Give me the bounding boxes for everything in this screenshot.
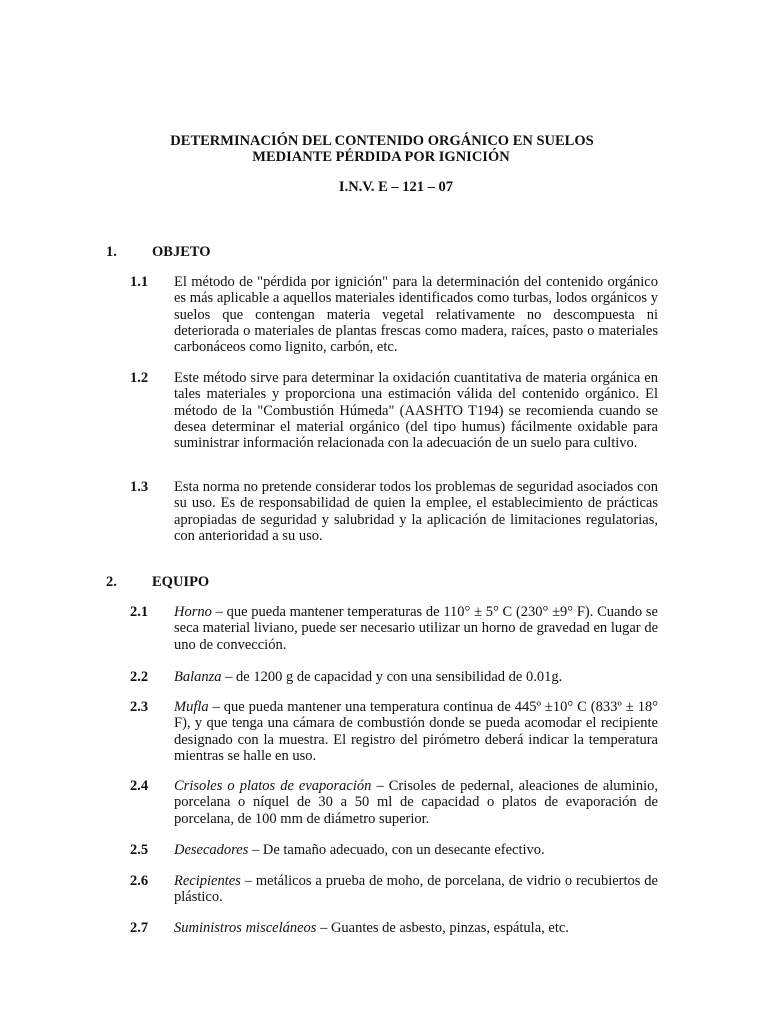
item-number: 2.2 (130, 669, 149, 685)
item-term: Balanza (174, 669, 222, 685)
section-number: 1. (106, 244, 117, 260)
item-term: Crisoles o platos de evaporación (174, 778, 372, 794)
document-title-line-1: DETERMINACIÓN DEL CONTENIDO ORGÁNICO EN SUELOS (170, 133, 594, 149)
item-number: 2.7 (130, 920, 149, 936)
section-number: 2. (106, 574, 117, 590)
item-number: 1.3 (130, 479, 149, 495)
item-text: El método de "pérdida por ignición" para la determinación del contenido orgánico es más aplicable a aquellos materiales identificados como turbas, lodos orgánicos y suelos que contengan materia vegetal relativamente no descompuesta ni deteriorada o materiales de plantas frescas como madera, raíces, pasto o materiales carbonáceos como lignito, carbón, etc. (174, 274, 658, 356)
item-term: Suministros misceláneos (174, 920, 317, 936)
item-text (174, 920, 658, 936)
item-text (174, 873, 658, 906)
item-body: – De tamaño adecuado, con un desecante efectivo. (248, 842, 545, 858)
item-number: 2.6 (130, 873, 149, 889)
item-text (174, 778, 658, 827)
item-term: Mufla (174, 699, 209, 715)
item-number: 2.1 (130, 604, 149, 620)
item-term: Recipientes (174, 873, 241, 889)
section-title: OBJETO (152, 244, 211, 260)
item-text (174, 842, 658, 858)
item-body: – metálicos a prueba de moho, de porcelana, de vidrio o recubiertos de plástico. (174, 873, 658, 906)
document-code: I.N.V. E – 121 – 07 (338, 179, 454, 195)
item-number: 2.3 (130, 699, 149, 715)
item-text: Este método sirve para determinar la oxidación cuantitativa de materia orgánica en tales materiales y proporciona una estimación válida del contenido orgánico. El método de la "Combustión Húmeda" (AASHTO T194) se recomienda cuando se desea determinar el material orgánico (del tipo humus) fácilmente oxidable para suministrar información relacionada con la adecuación de un suelo para cultivo. (174, 370, 658, 452)
document-title-line-2: MEDIANTE PÉRDIDA POR IGNICIÓN (252, 149, 510, 165)
item-number: 2.5 (130, 842, 149, 858)
item-body: – Guantes de asbesto, pinzas, espátula, etc. (316, 920, 569, 936)
item-number: 1.1 (130, 274, 149, 290)
item-term: Horno (174, 604, 212, 620)
item-text (174, 669, 658, 685)
item-body: – que pueda mantener temperaturas de 110° ± 5° C (230° ±9° F). Cuando se seca material liviano, puede ser necesario utilizar un horno de gravedad en lugar de uno de convección. (174, 604, 658, 653)
item-body: – que pueda mantener una temperatura continua de 445º ±10° C (833º ± 18° F), y que tenga una cámara de combustión donde se pueda acomodar el recipiente designado con la muestra. El registro del pirómetro deberá indicar la temperatura mientras se halle en uso. (174, 699, 658, 764)
item-term: Desecadores (174, 842, 249, 858)
item-text (174, 604, 658, 653)
item-body: – Crisoles de pedernal, aleaciones de aluminio, porcelana o níquel de 30 a 50 ml de capacidad o platos de evaporación de porcelana, de 100 mm de diámetro superior. (174, 778, 658, 827)
item-text (174, 699, 658, 764)
item-body: – de 1200 g de capacidad y con una sensibilidad de 0.01g. (221, 669, 563, 685)
item-number: 1.2 (130, 370, 149, 386)
item-text: Esta norma no pretende considerar todos los problemas de seguridad asociados con su uso. Es de responsabilidad de quien la emplee, el establecimiento de prácticas apropiadas de seguridad y salubridad y la aplicación de limitaciones regulatorias, con anterioridad a su uso. (174, 479, 658, 544)
section-title: EQUIPO (152, 574, 210, 590)
item-number: 2.4 (130, 778, 149, 794)
